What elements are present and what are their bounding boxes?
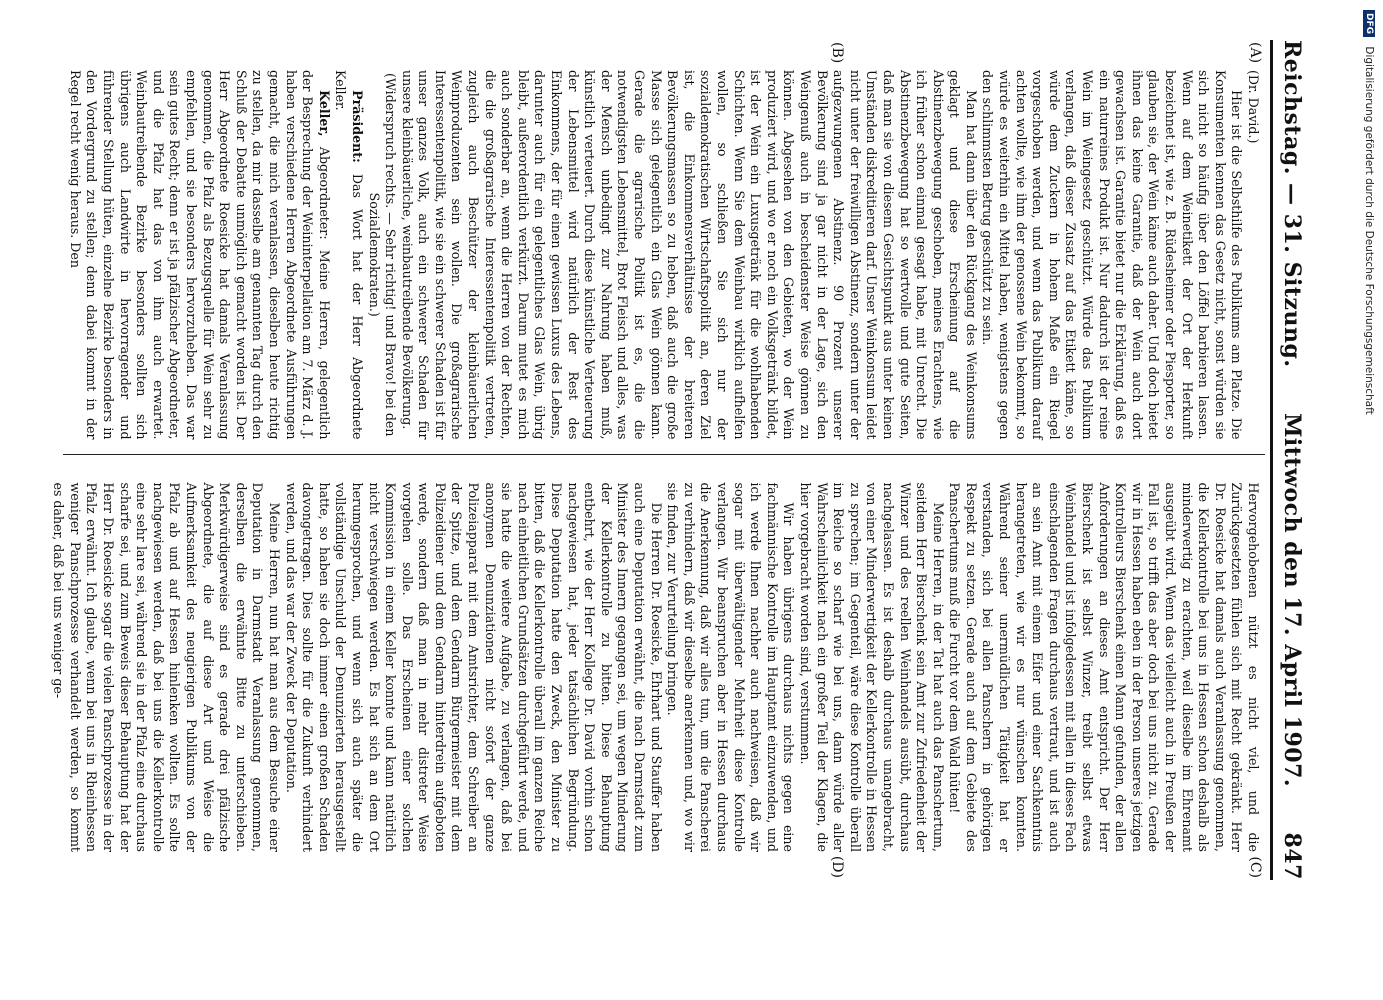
- keller-speech: [66, 70, 332, 440]
- paragraph: Meine Herren, in der Tat hat auch das Panschertum, seitdem Herr Bierschenk sein Amt zur Zufriedenheit der Winzer und des reellen Weinhandels ausübt, durchaus nachgelassen. Es ist deshalb durchaus unangebracht, von einer Minderwertigkeit der Kellerkontrolle in Hessen zu sprechen; im Gegenteil, wäre diese Kontrolle überall im Reiche so scharf wie bei uns, dann würde aller Wahrscheinlichkeit nach ein großer Teil der Klagen, die hier vorgebracht worden sind, verstummen.: [797, 482, 946, 852]
- paragraph: Hervorgehobenen nützt es nicht viel, und die Zurückgesetzten fühlen sich mit Recht gekränkt. Herr Dr. Roesicke hat damals auch Veranlassung genommen, die Kellerkontrolle bei uns in Hessen schon deshalb als minderwertig zu erachten, weil dieselbe im Ehrenamt ausgeübt wird. Wenn das vielleicht auch in Preußen der Fall ist, so trifft das aber doch bei uns nicht zu. Gerade wir in Hessen haben eben in der Person unseres jetzigen Kontrolleurs Bierschenk einen Mann gefunden, der allen Anforderungen an dieses Amt entspricht. Der Herr Bierschenk ist selbst Winzer, treibt selbst etwas Weinhandel und ist infolgedessen mit allen in dieses Fach einschlagenden Fragen durchaus vertraut, und ist auch an sein Amt mit einem Eifer und einer Sachkenntnis herangetreten, wie wir es nur wünschen konnten. Während seiner unermüdlichen Tätigkeit hat er verstanden, sich bei allen Panschern in gehörigen Respekt zu setzen. Gerade auch auf dem Gebiete des Panschertums muß die Furcht vor dem Wald hüten!: [947, 482, 1261, 852]
- dfg-logo: DFG: [1363, 10, 1375, 37]
- header-date: Mittwoch den 17. April 1907.: [1279, 413, 1305, 788]
- margin-marker-d: (D): [829, 855, 845, 878]
- paragraph: Man hat dann über den Rückgang des Weinkonsums geklagt und diese Erscheinung auf die Abstinenzbewegung geschoben, meines Erachtens, wie ich früher schon einmal gesagt habe, mit Unrecht. Die Abstinenzbewegung hat so wertvolle und gute Seiten, daß man sie von diesem Gesichtspunkt aus unter keinen Umständen diskreditieren darf. Unser Weinkonsum leidet nicht unter der freiwilligen Abstinenz, sondern unter der aufgezwungenen Abstinenz. 90 Prozent unserer Bevölkerung sind ja gar nicht in der Lage, sich den Weingenuß auch in bescheidenster Weise gönnen zu können. Abgesehen von den Gebieten, wo der Wein produziert wird, und wo er noch ein Volksgetränk bildet, ist der Wein ein Luxusgetränk für die wohlhabenden Schichten. Wenn Sie dem Weinbau wirklich aufhelfen wollen, so schließen Sie sich nur der sozialdemokratischen Wirtschaftspolitik an, deren Ziel ist, die Einkommensverhältnisse der breiteren Bevölkerungsmassen so zu heben, daß auch die große Masse sich gelegentlich ein Glas Wein gönnen kann. Gerade die agrarische Politik ist es, die die notwendigsten Lebensmittel, Brot Fleisch und alles, was der Mensch unbedingt zur Nahrung haben muß, künstlich verteuert. Durch diese künstliche Verteuerung der Lebensmittel wird natürlich der Rest des Einkommens, der für einen gewissen Luxus des Lebens, darunter auch für ein gelegentliches Glas Wein, übrig bleibt, außerordentlich verkürzt. Darum mutet es mich auch sonderbar an, wenn die Herren von der Rechten, die die großagrarische Interessentenpolitik vertreten, zugleich auch Beschützer der kleinbäuerlichen Weinproduzenten sein wollen. Die großagrarische Interessentenpolitik, wie sie ein schwerer Schaden ist für unser ganzes Volk, auch ein schwerer Schaden für unsere kleinbäuerliche, weinbautreibende Bevölkerung.: [399, 70, 979, 440]
- page-number: 847: [1279, 832, 1305, 880]
- digitization-credit: [1353, 10, 1375, 990]
- right-column: [51, 455, 1265, 881]
- header-rule: [1270, 40, 1273, 880]
- margin-marker-a: (A): [1247, 42, 1263, 64]
- president-label: Präsident:: [349, 90, 365, 163]
- speaker-note: (Dr. David.): [1246, 70, 1261, 144]
- header-session: Reichstag. — 31. Sitzung.: [1279, 40, 1305, 368]
- running-head: [1279, 40, 1315, 880]
- paragraph: Hier ist die Selbsthilfe des Publikums am Platze. Die Konsumenten kennen das Gesetz nicht, sonst würden sie sich nicht so häufig über den Löffel barbieren lassen. Wenn auf dem Weinetikett der Ort der Herkunft bezeichnet ist, wie z. B. Rüdesheimer oder Piesporter, so glauben sie, der Wein käme auch daher. Und doch bietet ihnen das keine Garantie, daß der Wein auch dort gewachsen ist. Garantie bietet nur die Erklärung, daß es ein naturreines Produkt ist. Nur dadurch ist der reine Wein im Weingesetz geschützt. Würde das Publikum verlangen, daß dieser Zusatz auf das Etikett käme, so würde dem Zuckern in hohem Maße ein Riegel vorgeschoben werden, und wenn das Publikum darauf achten wollte, wie ihm der genossene Wein bekommt, so würde es weiterhin ein Mittel haben, wenigstens gegen den schlimmsten Betrug geschützt zu sein.: [980, 70, 1245, 440]
- left-column: [63, 40, 1265, 455]
- keller-label: Keller,: [316, 90, 332, 137]
- president-statement: [332, 70, 365, 440]
- paragraph: Wir haben übrigens durchaus nichts gegen eine fachmännische Kontrolle im Hauptamt einzuwenden, und ich werde Ihnen nachher auch nachweisen, daß wir sogar mit überwältigender Mehrheit diese Kontrolle verlangen. Wir beanspruchen aber in Hessen durchaus die Anerkennung, daß wir alles tun, um die Panscherei zu verhindern, daß wir dieselbe anerkennen und, wo wir sie finden, zur Verurteilung bringen.: [665, 482, 797, 852]
- applause-note: (Widerspruch rechts. — Sehr richtig! und Bravo! bei den Sozialdemokraten.): [366, 73, 399, 437]
- scanned-page: [45, 0, 1345, 920]
- paragraph: Die Herren Dr. Roesicke, Ehrhart und Stauffer haben auch eine Deputation erwähnt, die nach Darmstadt zum Minister des Innern gegangen sei, um wegen Minderung der Kellerkontrolle zu bitten. Diese Behauptung entbehrt, wie der Herr Kollege Dr. David vorhin schon nachgewiesen hat, jeder tatsächlichen Begründung. Diese Deputation hatte den Zweck, den Minister zu bitten, daß die Kellerkontrolle überall im ganzen Reiche nach einheitlichen Grundsätzen durchgeführt werde, und sie hatte die weitere Aufgabe, zu verlangen, daß bei anonymen Denunziationen nicht sofort der ganze Polizeiapparat mit dem Amtsrichter, dem Schreiber an der Spitze, und dem Gendarm Bürgermeister mit dem Polizeidiener und dem Gendarm hinterdrein aufgeboten werde, sondern daß man in mehr distreter Weise vorgehen solle. Das Erscheinen einer solchen Kommission in einem Keller konnte und kann natürlich nicht verschwiegen werden. Es hat sich an dem Ort herumgesprochen, und wenn sich auch später die vollständige Unschuld der Denunzierten herausgestellt hatte, so haben sie doch immer einen großen Schaden davongetragen. Dies sollte für die Zukunft verhindert werden, und das war der Zweck der Deputation.: [283, 482, 664, 852]
- text-columns: [51, 40, 1265, 880]
- margin-marker-c: (C): [1247, 856, 1263, 878]
- president-text: Das Wort hat der Herr Abgeordnete Keller.: [333, 70, 365, 440]
- margin-marker-b: (B): [829, 42, 845, 64]
- paragraph: Meine Herren, nun hat man aus dem Besuche einer Deputation in Darmstadt Veranlassung genommen, derselben die erwähnte Bitte zu unterschieben. Merkwürdigerweise sind es gerade drei pfälzische Abgeordnete, die auf diese Art und Weise die Aufmerksamkeit des neugierigen Publikums von der Pfalz ab und auf Hessen hinlenken wollten. Es sollte nachgewiesen werden, daß bei uns die Kellerkontrolle eine sehr lare sei, während sie in der Pfalz eine durchaus scharfe sei, und zum Beweis dieser Behauptung hat der Herr Dr. Roesicke sogar die vielen Panschprozesse in der Pfalz erwähnt. Ich glaube, wenn bei uns in Rheinhessen weniger Panschprozesse verhandelt werden, so kommt es daher, daß bei uns weniger ge-: [51, 482, 282, 852]
- keller-text: Abgeordneter: Meine Herren, gelegentlich der Besprechung der Weininterpellation am 7. März d. J. haben verschiedene Herren Abgeordnete Ausführungen gemacht, die mich veranlassen, dieselben heute richtig zu stellen, da mir dasselbe am genannten Tag durch den Schluß der Debatte unmöglich gemacht worden ist. Der Herr Abgeordnete Roesicke hat damals Veranlassung genommen, die Pfalz als Bezugsquelle für Wein sehr zu empfehlen, und sie besonders hervorzuheben. Das war sein gutes Recht; denn er ist ja pfälzischer Abgeordneter, und die Pfalz hat das von ihm auch erwartet. Weinbautreibende Bezirke besonders sollten sich übrigens auch Landwirte in hervorragender und führender Stellung hüten, einzelne Bezirke besonders in den Vordergrund zu stellen; denn dabei kommt in der Regel recht wenig heraus. Den: [67, 70, 332, 440]
- credit-text: Digitalisierung gefördert durch die Deutsche Forschungsgemeinschaft: [1363, 46, 1375, 415]
